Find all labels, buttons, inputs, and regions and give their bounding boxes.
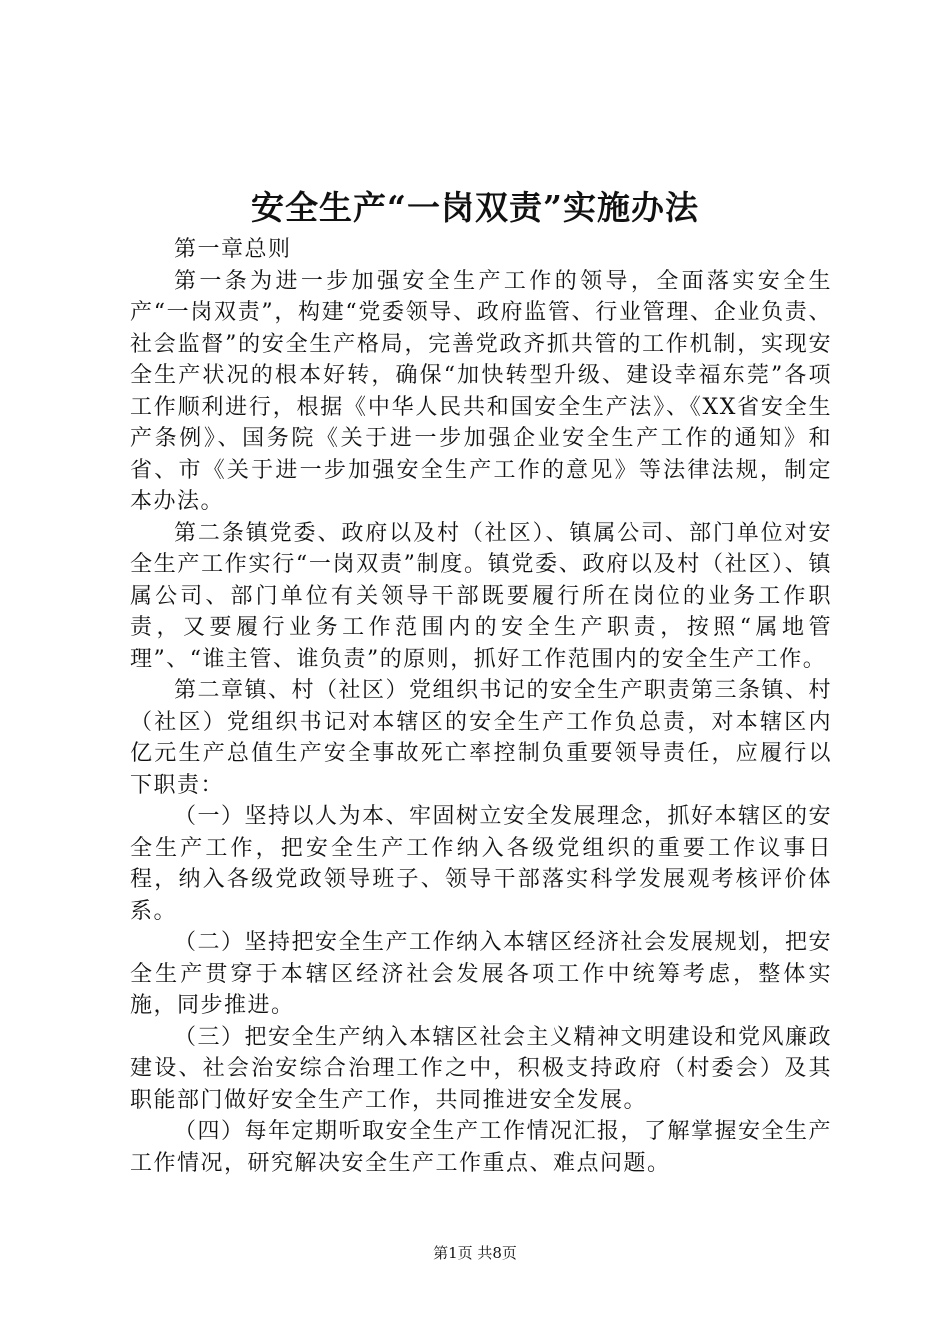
page-footer: 第1页 共8页 [433, 1244, 517, 1262]
paragraph: （四）每年定期听取安全生产工作情况汇报，了解掌握安全生产工作情况，研究解决安全生产工作重点、难点问题。 [130, 1119, 833, 1176]
paragraph: 第二条镇党委、政府以及村（社区）、镇属公司、部门单位对安全生产工作实行“一岗双责”制度。镇党委、政府以及村（社区）、镇属公司、部门单位有关领导干部既要履行所在岗位的业务工作职责，又要履行业务工作范围内的安全生产职责，按照“属地管理”、“谁主管、谁负责”的原则，抓好工作范围内的安全生产工作。 [130, 520, 832, 672]
chapter-heading: 第一章总则 [174, 237, 292, 262]
paragraph: （三）把安全生产纳入本辖区社会主义精神文明建设和党风廉政建设、社会治安综合治理工作之中，积极支持政府（村委会）及其职能部门做好安全生产工作，共同推进安全发展。 [130, 1024, 833, 1113]
paragraph: 第二章镇、村（社区）党组织书记的安全生产职责第三条镇、村（社区）党组织书记对本辖区的安全生产工作负总责，对本辖区内亿元生产总值生产安全事故死亡率控制负重要领导责任，应履行以下职责： [130, 678, 833, 798]
document-title: 安全生产“一岗双责”实施办法 [251, 188, 699, 227]
paragraph: （一）坚持以人为本、牢固树立安全发展理念，抓好本辖区的安全生产工作，把安全生产工作纳入各级党组织的重要工作议事日程，纳入各级党政领导班子、领导干部落实科学发展观考核评价体系。 [130, 804, 833, 924]
document-body [130, 234, 832, 1179]
paragraph: （二）坚持把安全生产工作纳入本辖区经济社会发展规划，把安全生产贯穿于本辖区经济社会发展各项工作中统筹考虑，整体实施，同步推进。 [130, 930, 833, 1018]
paragraph: 第一条为进一步加强安全生产工作的领导，全面落实安全生产“一岗双责”，构建“党委领导、政府监管、行业管理、企业负责、社会监督”的安全生产格局，完善党政齐抓共管的工作机制，实现安全生产状况的根本好转，确保“加快转型升级、建设幸福东莞”各项工作顺利进行，根据《中华人民共和国安全生产法》、《XX省安全生产条例》、国务院《关于进一步加强企业安全生产工作的通知》和省、市《关于进一步加强安全生产工作的意见》等法律法规，制定本办法。 [130, 268, 832, 514]
